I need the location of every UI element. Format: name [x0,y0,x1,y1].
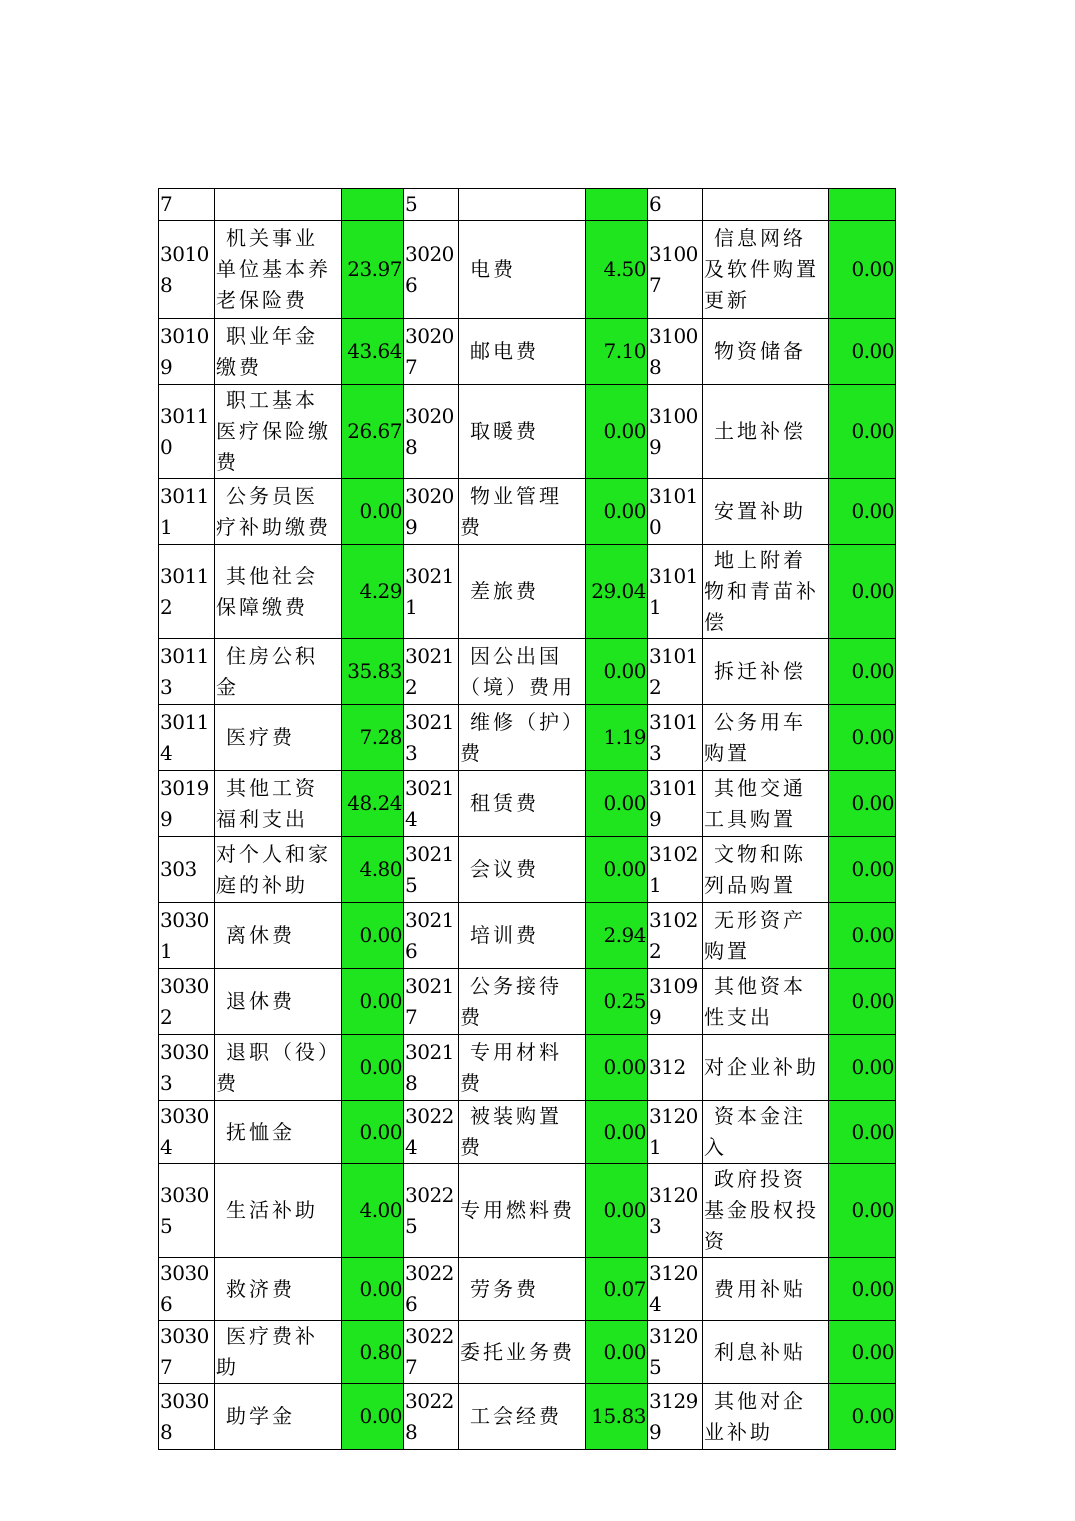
account-code-cell: 30212 [404,639,459,705]
amount-cell: 0.00 [829,1035,896,1101]
account-code-cell: 30228 [404,1384,459,1450]
amount-cell: 35.83 [342,639,404,705]
amount-cell: 0.00 [829,705,896,771]
item-name-cell: 政府投资基金股权投资 [703,1164,829,1258]
item-name-cell: 对企业补助 [703,1035,829,1101]
amount-cell: 0.00 [342,903,404,969]
table-row [159,479,896,545]
item-name-cell: 医疗费 [215,705,342,771]
amount-cell: 0.00 [342,479,404,545]
table-row [159,319,896,385]
item-name-cell: 差旅费 [459,545,586,639]
amount-cell: 0.00 [586,1164,648,1258]
item-name-cell: 费用补贴 [703,1258,829,1321]
amount-cell: 0.00 [829,1258,896,1321]
item-name-cell: 其他工资福利支出 [215,771,342,837]
item-name-cell [459,189,586,221]
amount-cell: 0.00 [586,1321,648,1384]
account-code-cell: 31205 [648,1321,703,1384]
amount-cell: 7.10 [586,319,648,385]
account-code-cell: 30109 [159,319,215,385]
amount-cell [829,189,896,221]
account-code-cell: 30225 [404,1164,459,1258]
account-code-cell: 31019 [648,771,703,837]
account-code-cell: 30111 [159,479,215,545]
item-name-cell: 机关事业单位基本养老保险费 [215,221,342,319]
account-code-cell: 31201 [648,1101,703,1164]
item-name-cell: 专用材料费 [459,1035,586,1101]
amount-cell: 0.00 [829,1101,896,1164]
item-name-cell: 邮电费 [459,319,586,385]
account-code-cell: 30307 [159,1321,215,1384]
item-name-cell: 助学金 [215,1384,342,1450]
account-code-cell: 31007 [648,221,703,319]
amount-cell: 0.00 [586,385,648,479]
amount-cell: 23.97 [342,221,404,319]
account-code-cell: 30199 [159,771,215,837]
item-name-cell: 抚恤金 [215,1101,342,1164]
account-code-cell: 30213 [404,705,459,771]
account-code-cell: 30209 [404,479,459,545]
table-body [159,189,896,1450]
amount-cell: 29.04 [586,545,648,639]
amount-cell: 0.00 [342,969,404,1035]
account-code-cell: 31013 [648,705,703,771]
item-name-cell: 工会经费 [459,1384,586,1450]
table-row [159,1035,896,1101]
amount-cell: 0.00 [829,837,896,903]
item-name-cell: 住房公积金 [215,639,342,705]
amount-cell [342,189,404,221]
amount-cell: 0.00 [829,639,896,705]
amount-cell: 0.00 [342,1384,404,1450]
amount-cell: 0.00 [829,221,896,319]
item-name-cell: 土地补偿 [703,385,829,479]
item-name-cell: 取暖费 [459,385,586,479]
account-code-cell: 30214 [404,771,459,837]
account-code-cell: 30206 [404,221,459,319]
account-code-cell: 5 [404,189,459,221]
amount-cell: 0.00 [829,969,896,1035]
item-name-cell: 劳务费 [459,1258,586,1321]
item-name-cell: 因公出国（境）费用 [459,639,586,705]
amount-cell: 0.00 [829,1164,896,1258]
account-code-cell: 31204 [648,1258,703,1321]
account-code-cell: 30108 [159,221,215,319]
item-name-cell: 信息网络及软件购置更新 [703,221,829,319]
item-name-cell: 其他对企业补助 [703,1384,829,1450]
amount-cell: 0.00 [829,771,896,837]
amount-cell: 0.00 [586,1101,648,1164]
account-code-cell: 30226 [404,1258,459,1321]
account-code-cell: 30304 [159,1101,215,1164]
item-name-cell: 对个人和家庭的补助 [215,837,342,903]
item-name-cell: 医疗费补助 [215,1321,342,1384]
account-code-cell: 31010 [648,479,703,545]
account-code-cell: 30216 [404,903,459,969]
table-row [159,705,896,771]
item-name-cell: 专用燃料费 [459,1164,586,1258]
table-row [159,969,896,1035]
item-name-cell: 地上附着物和青苗补偿 [703,545,829,639]
account-code-cell: 30308 [159,1384,215,1450]
account-code-cell: 30227 [404,1321,459,1384]
account-code-cell: 30218 [404,1035,459,1101]
item-name-cell: 物资储备 [703,319,829,385]
account-code-cell: 30215 [404,837,459,903]
amount-cell: 0.00 [829,385,896,479]
item-name-cell: 公务员医疗补助缴费 [215,479,342,545]
item-name-cell: 无形资产购置 [703,903,829,969]
table-row [159,771,896,837]
amount-cell: 0.00 [586,837,648,903]
amount-cell: 4.00 [342,1164,404,1258]
account-code-cell: 31012 [648,639,703,705]
item-name-cell: 文物和陈列品购置 [703,837,829,903]
account-code-cell: 30302 [159,969,215,1035]
account-code-cell: 30217 [404,969,459,1035]
table-row [159,837,896,903]
table-row [159,385,896,479]
item-name-cell: 资本金注入 [703,1101,829,1164]
account-code-cell: 6 [648,189,703,221]
table-row [159,189,896,221]
item-name-cell: 会议费 [459,837,586,903]
amount-cell: 0.07 [586,1258,648,1321]
item-name-cell: 离休费 [215,903,342,969]
item-name-cell: 其他社会保障缴费 [215,545,342,639]
item-name-cell: 利息补贴 [703,1321,829,1384]
table-row [159,1101,896,1164]
item-name-cell: 维修（护）费 [459,705,586,771]
amount-cell: 0.00 [829,479,896,545]
amount-cell: 4.80 [342,837,404,903]
item-name-cell: 其他交通工具购置 [703,771,829,837]
amount-cell: 0.00 [342,1258,404,1321]
account-code-cell: 30305 [159,1164,215,1258]
item-name-cell: 培训费 [459,903,586,969]
account-code-cell: 30301 [159,903,215,969]
table-row [159,1384,896,1450]
item-name-cell: 公务用车购置 [703,705,829,771]
amount-cell: 0.00 [829,545,896,639]
table-row [159,221,896,319]
table-row [159,545,896,639]
amount-cell: 0.80 [342,1321,404,1384]
item-name-cell: 职工基本医疗保险缴费 [215,385,342,479]
budget-table [158,188,896,1450]
amount-cell: 4.50 [586,221,648,319]
account-code-cell: 30114 [159,705,215,771]
amount-cell: 0.00 [586,771,648,837]
amount-cell: 26.67 [342,385,404,479]
item-name-cell: 被装购置费 [459,1101,586,1164]
amount-cell: 0.00 [829,903,896,969]
amount-cell: 0.25 [586,969,648,1035]
amount-cell: 0.00 [586,1035,648,1101]
item-name-cell: 租赁费 [459,771,586,837]
item-name-cell: 职业年金缴费 [215,319,342,385]
account-code-cell: 30110 [159,385,215,479]
amount-cell: 7.28 [342,705,404,771]
account-code-cell: 31011 [648,545,703,639]
amount-cell: 0.00 [829,1321,896,1384]
item-name-cell: 安置补助 [703,479,829,545]
account-code-cell: 30224 [404,1101,459,1164]
account-code-cell: 31299 [648,1384,703,1450]
item-name-cell: 电费 [459,221,586,319]
account-code-cell: 30211 [404,545,459,639]
item-name-cell: 退职（役）费 [215,1035,342,1101]
account-code-cell: 31022 [648,903,703,969]
amount-cell: 15.83 [586,1384,648,1450]
amount-cell: 4.29 [342,545,404,639]
table-row [159,903,896,969]
account-code-cell: 7 [159,189,215,221]
account-code-cell: 31203 [648,1164,703,1258]
item-name-cell: 救济费 [215,1258,342,1321]
amount-cell [586,189,648,221]
item-name-cell: 物业管理费 [459,479,586,545]
item-name-cell: 拆迁补偿 [703,639,829,705]
item-name-cell [215,189,342,221]
item-name-cell: 委托业务费 [459,1321,586,1384]
table-row [159,1258,896,1321]
item-name-cell: 生活补助 [215,1164,342,1258]
account-code-cell: 303 [159,837,215,903]
account-code-cell: 31009 [648,385,703,479]
account-code-cell: 30303 [159,1035,215,1101]
account-code-cell: 30113 [159,639,215,705]
amount-cell: 43.64 [342,319,404,385]
account-code-cell: 31021 [648,837,703,903]
account-code-cell: 31008 [648,319,703,385]
account-code-cell: 30207 [404,319,459,385]
amount-cell: 0.00 [586,639,648,705]
account-code-cell: 30306 [159,1258,215,1321]
amount-cell: 0.00 [342,1035,404,1101]
amount-cell: 0.00 [586,479,648,545]
item-name-cell: 公务接待费 [459,969,586,1035]
table-row [159,639,896,705]
item-name-cell [703,189,829,221]
amount-cell: 0.00 [829,319,896,385]
amount-cell: 0.00 [829,1384,896,1450]
account-code-cell: 30208 [404,385,459,479]
item-name-cell: 其他资本性支出 [703,969,829,1035]
amount-cell: 0.00 [342,1101,404,1164]
table-row [159,1321,896,1384]
item-name-cell: 退休费 [215,969,342,1035]
table-row [159,1164,896,1258]
account-code-cell: 30112 [159,545,215,639]
account-code-cell: 31099 [648,969,703,1035]
amount-cell: 1.19 [586,705,648,771]
amount-cell: 48.24 [342,771,404,837]
account-code-cell: 312 [648,1035,703,1101]
amount-cell: 2.94 [586,903,648,969]
